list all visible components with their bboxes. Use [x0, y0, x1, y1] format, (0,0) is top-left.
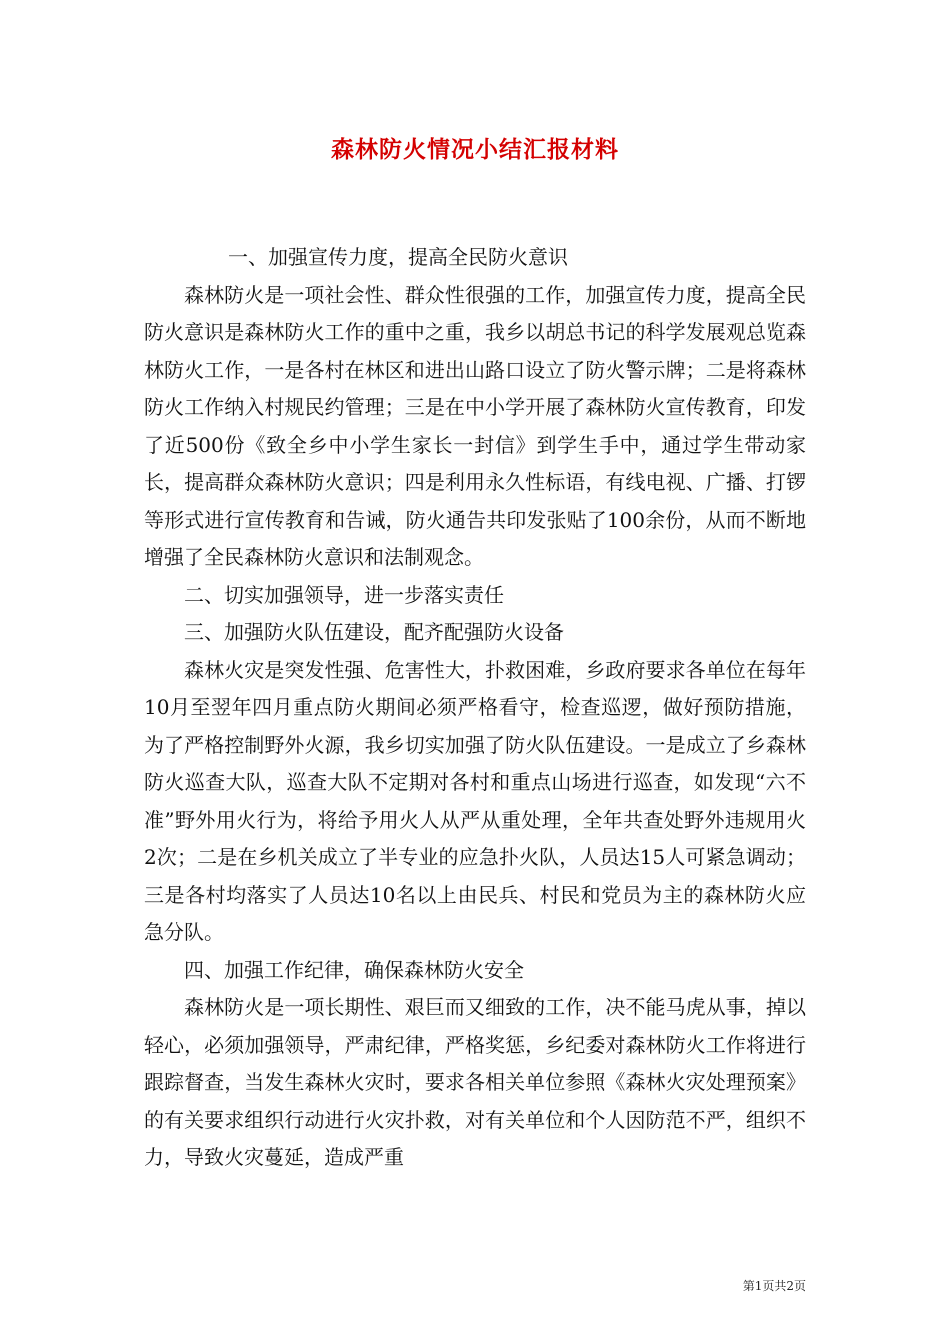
section-heading-1: 一、加强宣传力度，提高全民防火意识 [228, 245, 568, 269]
section-heading-2: 二、切实加强领导，进一步落实责任 [184, 582, 504, 607]
section-1-paragraph: 森林防火是一项社会性、群众性很强的工作，加强宣传力度，提高全民防火意识是森林防火工作的重中之重，我乡以胡总书记的科学发展观总览森林防火工作，一是各村在林区和进出山路口设立了防火警示牌；二是将森林防火工作纳入村规民约管理；三是在中小学开展了森林防火宣传教育，印发了近500份《致全乡中小学生家长一封信》到学生手中，通过学生带动家长，提高群众森林防火意识；四是利用永久性标语，有线电视、广播、打锣等形式进行宣传教育和告诫，防火通告共印发张贴了100余份，从而不断地增强了全民森林防火意识和法制观念。 [144, 282, 806, 569]
page-number-footer: 第1页共2页 [742, 1279, 806, 1293]
section-4-paragraph: 森林防火是一项长期性、艰巨而又细致的工作，决不能马虎从事，掉以轻心，必须加强领导，严肃纪律，严格奖惩，乡纪委对森林防火工作将进行跟踪督查，当发生森林火灾时，要求各相关单位参照《森林火灾处理预案》的有关要求组织行动进行火灾扑救，对有关单位和个人因防范不严，组织不力，导致火灾蔓延，造成严重 [144, 995, 806, 1169]
document-body [144, 239, 806, 1177]
document-title: 森林防火情况小结汇报材料 [331, 136, 619, 163]
section-heading-4: 四、加强工作纪律，确保森林防火安全 [184, 957, 524, 982]
section-3-paragraph: 森林火灾是突发性强、危害性大，扑救困难，乡政府要求各单位在每年10月至翌年四月重点防火期间必须严格看守，检查巡逻，做好预防措施，为了严格控制野外火源，我乡切实加强了防火队伍建设。一是成立了乡森林防火巡查大队，巡查大队不定期对各村和重点山场进行巡查，如发现“六不准”野外用火行为，将给予用火人从严从重处理，全年共查处野外违规用火2次；二是在乡机关成立了半专业的应急扑火队，人员达15人可紧急调动；三是各村均落实了人员达10名以上由民兵、村民和党员为主的森林防火应急分队。 [144, 657, 806, 944]
section-heading-3: 三、加强防火队伍建设，配齐配强防火设备 [184, 620, 564, 644]
